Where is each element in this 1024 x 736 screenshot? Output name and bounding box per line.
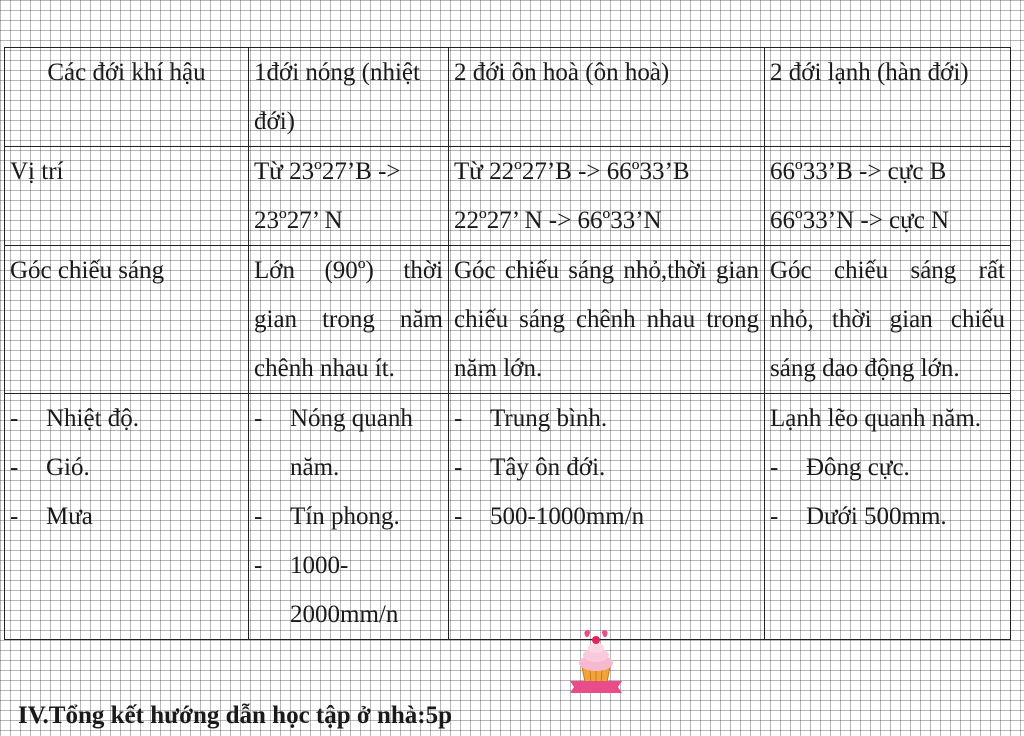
- bullet-item: [254, 492, 443, 541]
- bullet-item: [254, 394, 443, 492]
- position-temperate-line: Từ 22º27’B -> 66º33’B: [454, 158, 690, 185]
- header-hot-zone: 1đới nóng (nhiệt đới): [249, 48, 449, 147]
- hot-rain: 1000-2000mm/n: [290, 552, 399, 628]
- cold-wind: Đông cực.: [806, 454, 910, 481]
- position-hot-line: Từ 23º27’B ->: [254, 158, 401, 185]
- bullet-dash: -: [454, 503, 463, 530]
- hot-temperature: Nóng quanh năm.: [290, 405, 413, 481]
- bullet-dash: -: [10, 503, 19, 530]
- climate-zones-table: [4, 47, 1011, 640]
- bullet-dash: -: [10, 405, 19, 432]
- label-rain: Mưa: [46, 503, 93, 530]
- bullet-dash: -: [454, 405, 463, 432]
- hot-wind: Tín phong.: [290, 503, 400, 530]
- label-temperature: Nhiệt độ.: [46, 405, 140, 432]
- bullet-item: [254, 541, 443, 639]
- bullet-dash: -: [10, 454, 19, 481]
- bullet-item: [10, 443, 243, 492]
- bullet-item: [10, 492, 243, 541]
- bullet-item: [454, 394, 759, 443]
- bullet-dash: -: [770, 503, 779, 530]
- climate-temperate: [449, 394, 765, 640]
- bullet-dash: -: [454, 454, 463, 481]
- section-heading: IV.Tổng kết hướng dẫn học tập ở nhà:5p: [18, 702, 453, 729]
- climate-hot: [249, 394, 449, 640]
- bullet-item: [454, 492, 759, 541]
- position-cold: [765, 147, 1011, 246]
- position-row: [5, 147, 1011, 246]
- angle-label: Góc chiếu sáng: [5, 246, 249, 394]
- bullet-dash: -: [254, 405, 263, 432]
- climate-row: [5, 394, 1011, 640]
- temperate-wind: Tây ôn đới.: [490, 454, 606, 481]
- bullet-item: [770, 492, 1005, 541]
- position-cold-line: 66º33’N -> cực N: [770, 207, 950, 234]
- bullet-dash: -: [770, 454, 779, 481]
- bullet-item: [770, 443, 1005, 492]
- header-cold-zone: 2 đới lạnh (hàn đới): [765, 48, 1011, 147]
- position-cold-line: 66º33’B -> cực B: [770, 158, 947, 185]
- angle-row: [5, 246, 1011, 394]
- position-hot: [249, 147, 449, 246]
- label-wind: Gió.: [46, 454, 90, 481]
- position-label: Vị trí: [5, 147, 249, 246]
- cupcake-icon: [566, 627, 626, 695]
- temperate-rain: 500-1000mm/n: [490, 503, 645, 530]
- angle-cold: Góc chiếu sáng rất nhỏ, thời gian chiếu sáng dao động lớn.: [765, 246, 1011, 394]
- temperate-temperature: Trung bình.: [490, 405, 608, 432]
- bullet-item: [10, 394, 243, 443]
- climate-labels: [5, 394, 249, 640]
- position-hot-line: 23º27’ N: [254, 207, 343, 234]
- position-temperate: [449, 147, 765, 246]
- angle-temperate: Góc chiếu sáng nhỏ,thời gian chiếu sáng chênh nhau trong năm lớn.: [449, 246, 765, 394]
- angle-hot: Lớn (90º) thời gian trong năm chênh nhau ít.: [249, 246, 449, 394]
- cold-rain: Dưới 500mm.: [806, 503, 947, 530]
- bullet-item: [454, 443, 759, 492]
- header-row: [5, 48, 1011, 147]
- climate-cold: [765, 394, 1011, 640]
- bullet-dash: -: [254, 503, 263, 530]
- header-temperate-zone: 2 đới ôn hoà (ôn hoà): [449, 48, 765, 147]
- header-climate-zones: Các đới khí hậu: [5, 48, 249, 147]
- cold-temperature: Lạnh lẽo quanh năm.: [770, 405, 982, 432]
- bullet-dash: -: [254, 552, 263, 579]
- position-temperate-line: 22º27’ N -> 66º33’N: [454, 207, 662, 234]
